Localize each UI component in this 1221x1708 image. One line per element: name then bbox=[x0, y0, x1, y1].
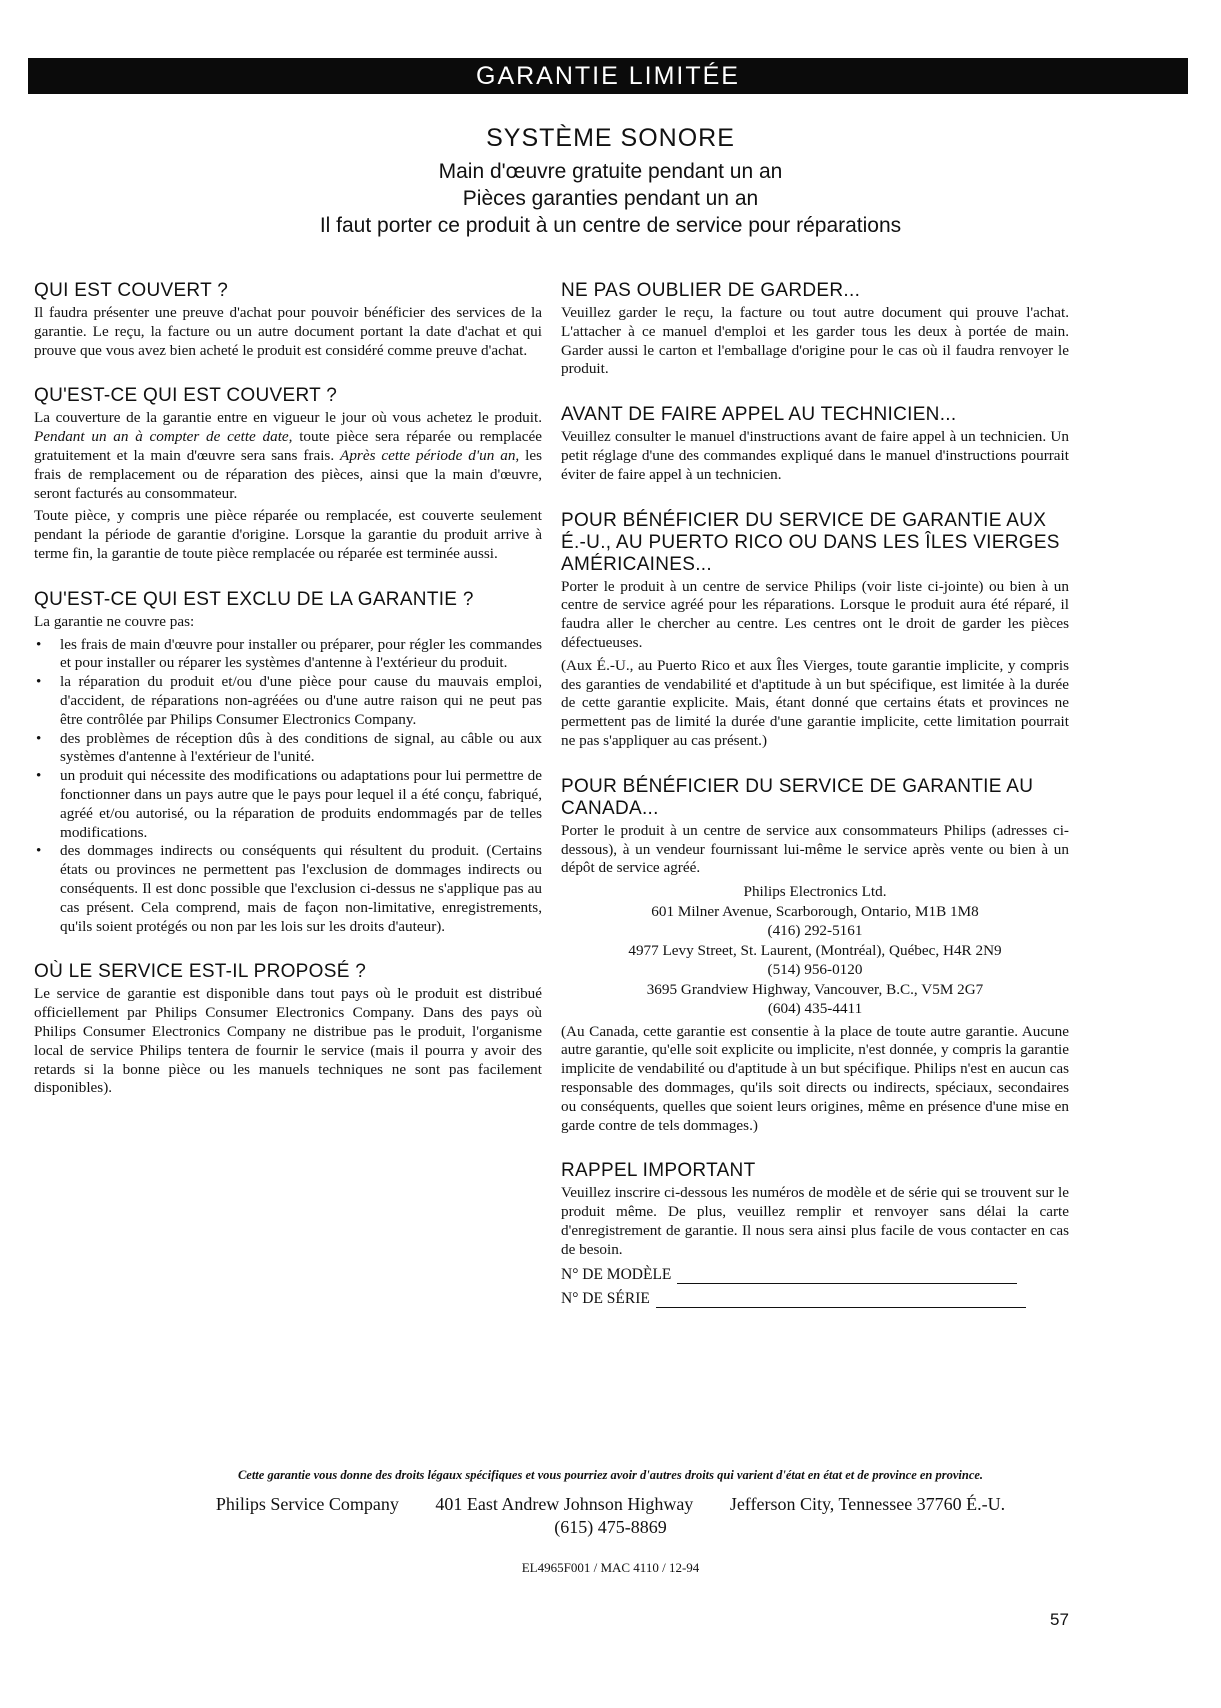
address-line: 4977 Levy Street, St. Laurent, (Montréal), Québec, H4R 2N9 bbox=[628, 941, 1002, 959]
section-text: Porter le produit à un centre de service aux consommateurs Philips (adresses ci-dessous), à un vendeur fournissant lui-même le service après vente ou bien à un dépôt de service agréé. bbox=[561, 821, 1069, 877]
emphasis-text: Pendant un an à compter de cette date, bbox=[34, 428, 293, 446]
section-text bbox=[34, 409, 542, 503]
section-text: Le service de garantie est disponible dans tout pays où le produit est distribué officiellement par Philips Consumer Electronics Company. Dans des pays où Philips Consumer Electronics Company ne distribue pas le produit, l'organisme local de service Philips tentera de fournir le service (mais il pourra y avoir des retards si la bonne pièce ou les manuels techniques ne sont pas facilement disponibles). bbox=[34, 985, 542, 1097]
left-column bbox=[34, 280, 542, 1123]
section-text: Veuillez inscrire ci-dessous les numéros de modèle et de série qui se trouvent sur le produit même. De plus, veuillez remplir et renvoyer sans délai la carte d'enregistrement de garantie. Il nous sera ainsi plus facile de vous contacter en cas de besoin. bbox=[561, 1184, 1069, 1258]
section-heading: QU'EST-CE QUI EST EXCLU DE LA GARANTIE ? bbox=[34, 588, 474, 610]
address-row bbox=[0, 1494, 1221, 1515]
section-heading: POUR BÉNÉFICIER DU SERVICE DE GARANTIE AUX É.-U., AU PUERTO RICO OU DANS LES ÎLES VIERGES AMÉRICAINES... bbox=[561, 509, 1060, 575]
section-heading: RAPPEL IMPORTANT bbox=[561, 1160, 756, 1182]
serial-number-line bbox=[561, 1290, 1069, 1308]
address-line: 3695 Grandview Highway, Vancouver, B.C., V5M 2G7 bbox=[646, 980, 984, 998]
product-line-labor: Main d'œuvre gratuite pendant un an bbox=[438, 160, 783, 183]
model-number-label: N° DE MODÈLE bbox=[561, 1265, 672, 1283]
section-who-covered bbox=[34, 280, 542, 360]
list-item: • un produit qui nécessite des modifications ou adaptations pour lui permettre de fonctionner dans un pays autre que le pays pour lequel il a été conçu, fabriqué, agréé et/ou autorisé, ou la réparation de produits endommagés par de telles modifications. bbox=[34, 767, 542, 842]
exclusion-list bbox=[34, 636, 542, 937]
section-text: (Aux É.-U., au Puerto Rico et aux Îles Vierges, toute garantie implicite, y compris des garanties de vendabilité et d'aptitude à un but spécifique, est limitée à la durée de cette garantie explicite. Mais, étant donné que certains états et provinces ne permettent pas de limité la durée d'une garantie implicite, cette limitation pourrait ne pas s'appliquer au cas présent.) bbox=[561, 656, 1069, 749]
product-line-service: Il faut porter ce produit à un centre de service pour réparations bbox=[319, 214, 902, 237]
section-text: Veuillez garder le reçu, la facture ou tout autre document qui prouve l'achat. L'attacher à ce manuel d'emploi et les garder tous les deux à portée de main. Garder aussi le carton et l'emballage d'origine pour le cas où il faudra renvoyer le produit. bbox=[561, 304, 1069, 378]
text-run: La couverture de la garantie entre en vigueur le jour où vous achetez le produit. bbox=[34, 409, 542, 427]
address-line: Philips Electronics Ltd. bbox=[743, 883, 887, 901]
text-run: les frais de remplacement ou de réparation des pièces, ainsi que la main d'œuvre, seront facturés au consommateur. bbox=[34, 446, 543, 502]
address-line: 601 Milner Avenue, Scarborough, Ontario, M1B 1M8 bbox=[651, 902, 979, 920]
product-line-parts: Pièces garanties pendant un an bbox=[462, 187, 759, 210]
section-exclusions bbox=[34, 589, 542, 937]
serial-number-label: N° DE SÉRIE bbox=[561, 1289, 650, 1307]
address-line: (514) 956-0120 bbox=[767, 961, 863, 979]
list-item: • des problèmes de réception dûs à des conditions de signal, au câble ou aux systèmes d'antenne à l'extérieur de l'unité. bbox=[34, 730, 542, 768]
page-number: 57 bbox=[1050, 1610, 1069, 1629]
model-number-field[interactable] bbox=[677, 1269, 1017, 1284]
canada-addresses bbox=[561, 882, 1069, 1019]
company-city: Jefferson City, Tennessee 37760 É.-U. bbox=[729, 1494, 1006, 1514]
section-where-service bbox=[34, 961, 542, 1098]
product-header bbox=[0, 124, 1221, 239]
section-remember-keep bbox=[561, 280, 1069, 379]
document-reference: EL4965F001 / MAC 4110 / 12-94 bbox=[521, 1560, 700, 1575]
address-line: (604) 435-4411 bbox=[767, 1000, 863, 1018]
company-street: 401 East Andrew Johnson Highway bbox=[435, 1494, 694, 1514]
section-heading: NE PAS OUBLIER DE GARDER... bbox=[561, 280, 861, 301]
section-heading: POUR BÉNÉFICIER DU SERVICE DE GARANTIE AU CANADA... bbox=[561, 775, 1034, 819]
section-text: Toute pièce, y compris une pièce réparée ou remplacée, est couverte seulement pendant la période de garantie d'origine. Lorsque la garantie du produit arrive à terme fin, la garantie de toute pièce remplacée ou réparée est terminée aussi. bbox=[34, 507, 542, 562]
serial-number-field[interactable] bbox=[656, 1293, 1026, 1308]
list-item: • la réparation du produit et/ou d'une pièce pour cause du mauvais emploi, d'accident, de réparations non-agréées ou d'une autre raison qui ne peut pas être contrôlée par Philips Consumer Electronics Company. bbox=[34, 673, 542, 729]
section-what-covered bbox=[34, 385, 542, 563]
company-name: Philips Service Company bbox=[215, 1494, 399, 1514]
company-phone: (615) 475-8869 bbox=[554, 1517, 667, 1537]
model-number-line bbox=[561, 1266, 1069, 1284]
section-text: Veuillez consulter le manuel d'instructions avant de faire appel à un technicien. Un petit réglage d'une des commandes expliqué dans le manuel d'instructions pourrait éviter de faire appel à un technicien. bbox=[561, 428, 1069, 483]
emphasis-text: Après cette période d'un an, bbox=[340, 446, 520, 464]
legal-rights-note: Cette garantie vous donne des droits légaux spécifiques et vous pourriez avoir d'autres droits qui varient d'état en état et de province en province. bbox=[237, 1468, 984, 1482]
product-title: SYSTÈME SONORE bbox=[486, 124, 735, 152]
section-before-technician bbox=[561, 404, 1069, 484]
section-text: Il faudra présenter une preuve d'achat pour pouvoir bénéficier des services de la garantie. Le reçu, la facture ou un autre document portant la date d'achat et qui prouve que vous avez bien acheté le produit est considéré comme preuve d'achat. bbox=[34, 304, 542, 359]
text-run: toute pièce sera réparée ou remplacée gratuitement et la main d'œuvre sera sans frais. bbox=[34, 428, 542, 464]
section-text: (Au Canada, cette garantie est consentie à la place de toute autre garantie. Aucune autre garantie, qu'elle soit explicite ou implicite, n'est donnée, y compris la garantie implicite de vendabilité ou d'aptitude à un but spécifique. Philips n'est en aucun cas responsable des dommages, qu'ils soit directs ou indirects, spéciaux, secondaires ou conséquents, quelles que soient leurs origines, même en présence d'une mise en garde contre de tels dommages.) bbox=[561, 1022, 1069, 1134]
service-company-address bbox=[0, 1494, 1221, 1538]
section-canada-service bbox=[561, 776, 1069, 1136]
section-heading: QUI EST COUVERT ? bbox=[34, 280, 229, 301]
list-item: • des dommages indirects ou conséquents qui résultent du produit. (Certains états ou provinces ne permettent pas l'exclusion de dommages indirects ou conséquents. Il est donc possible que l'exclusion ci-dessus ne s'applique pas au cas présent. Cela comprend, mais de façon non-limitative, enregistrements, qu'ils soient protégés ou non par les lois sur les droits d'auteur). bbox=[34, 842, 542, 936]
section-intro: La garantie ne couvre pas: bbox=[34, 612, 195, 630]
address-line: (416) 292-5161 bbox=[767, 922, 863, 940]
section-heading: QU'EST-CE QUI EST COUVERT ? bbox=[34, 385, 338, 407]
section-usa-service bbox=[561, 510, 1069, 751]
page-banner: GARANTIE LIMITÉE bbox=[28, 58, 1188, 94]
section-text: Porter le produit à un centre de service Philips (voir liste ci-jointe) ou bien à un centre de service agréé pour les réparations. Lorsque le produit aura été réparé, il faudra aller le chercher au centre. Les centres ont le droit de garder les pièces défectueuses. bbox=[561, 577, 1069, 651]
right-column bbox=[561, 280, 1069, 1333]
section-heading: AVANT DE FAIRE APPEL AU TECHNICIEN... bbox=[561, 404, 957, 426]
section-heading: OÙ LE SERVICE EST-IL PROPOSÉ ? bbox=[34, 961, 367, 983]
section-important-reminder bbox=[561, 1160, 1069, 1307]
list-item: • les frais de main d'œuvre pour installer ou préparer, pour régler les commandes et pour installer ou réparer les systèmes d'antenne à l'extérieur du produit. bbox=[34, 636, 542, 674]
